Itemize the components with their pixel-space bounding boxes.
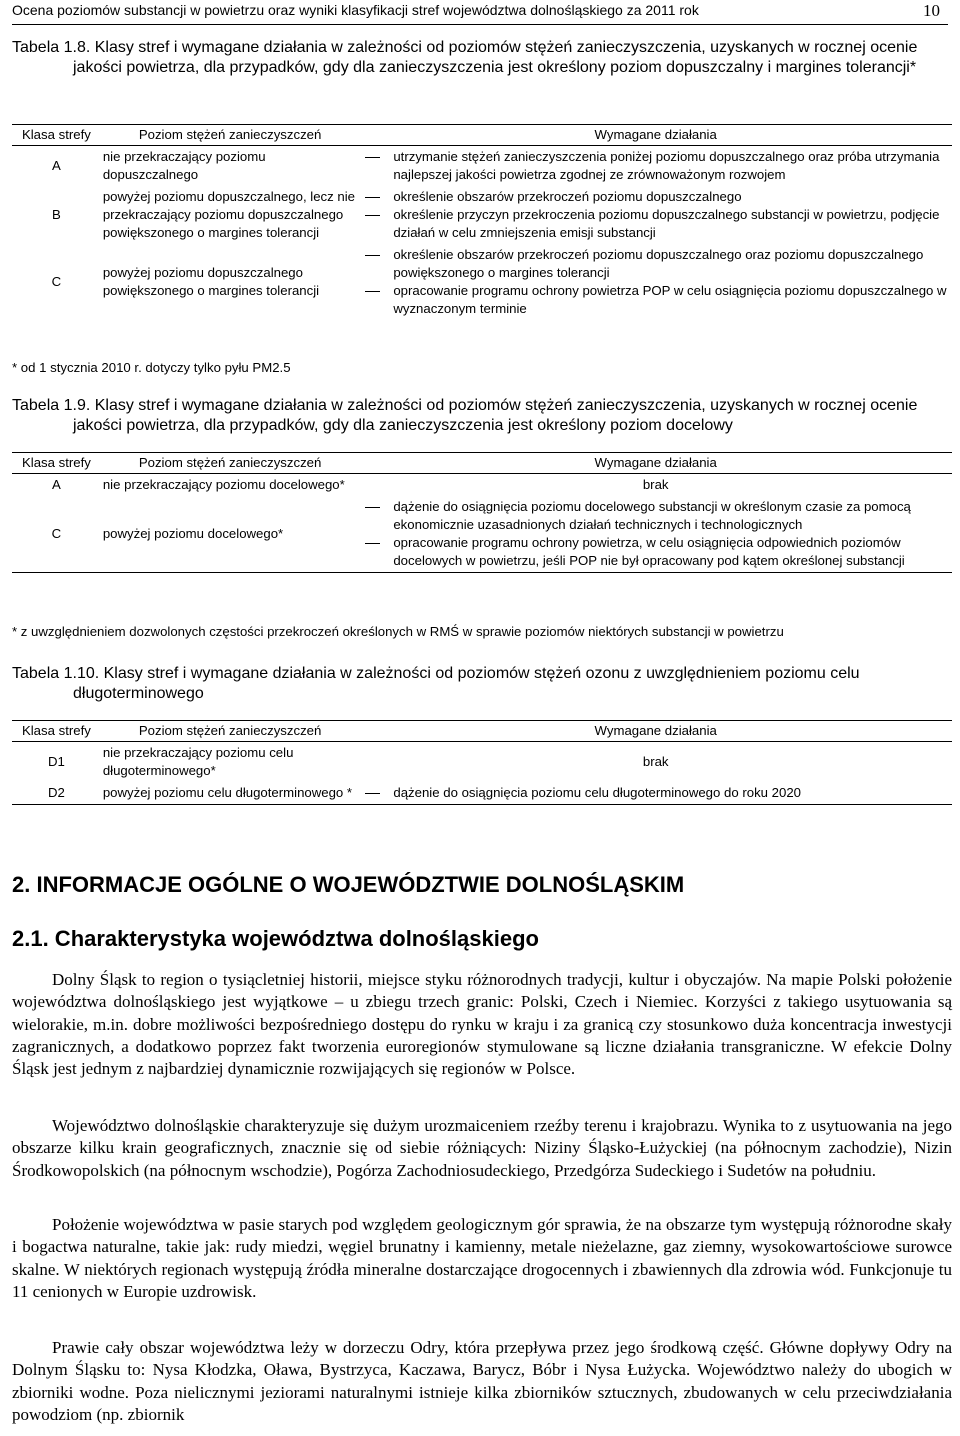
actions-cell xyxy=(359,496,952,573)
col-klasa: Klasa strefy xyxy=(12,125,101,146)
body-paragraph: Prawie cały obszar województwa leży w dorzeczu Odry, która przepływa przez jego środkową część. Główne dopływy Odry na Dolnym Śląsku to: Nysa Kłodzka, Oława, Bystrzyca, Kaczawa, Barycz, Bóbr i Nysa Łużycka. Województwo należy do ubogich w zbiorniki wodne. Poza nielicznymi jeziorami naturalnymi istnieje kilka zbiorników sztucznych, zbudowanych w celu przeciwdziałania powodziom (np. zbiornik xyxy=(12,1338,952,1424)
klasa-cell: A xyxy=(52,158,61,173)
action-item: opracowanie programu ochrony powietrza, w celu osiągnięcia odpowiednich poziomów docelowych w powietrzu, jeśli POP nie był opracowany pod kątem określonej substancji xyxy=(361,534,950,570)
table-row xyxy=(12,782,952,805)
table-row xyxy=(12,496,952,573)
page-number: 10 xyxy=(923,1,940,20)
actions-cell xyxy=(359,782,952,805)
actions-cell xyxy=(359,244,952,320)
table-row xyxy=(12,474,952,497)
poziom-cell: powyżej poziomu dopuszczalnego, lecz nie przekraczający poziomu dopuszczalnego powiększonego o margines tolerancji xyxy=(102,189,356,240)
page-header xyxy=(12,0,948,25)
col-dzialania: Wymagane działania xyxy=(359,453,952,474)
actions-cell: brak xyxy=(642,754,669,769)
action-item: określenie obszarów przekroczeń poziomu dopuszczalnego oraz poziomu dopuszczalnego powiększonego o margines tolerancji xyxy=(361,246,950,282)
col-klasa: Klasa strefy xyxy=(12,721,101,742)
action-item: określenie obszarów przekroczeń poziomu dopuszczalnego xyxy=(361,188,950,206)
klasa-cell: C xyxy=(12,496,101,573)
klasa-cell: C xyxy=(51,274,62,289)
body-paragraph: Położenie województwa w pasie starych pod względem geologicznym gór sprawia, że na obszarze tym występują różnorodne skały i bogactwa naturalne, takie jak: rudy miedzi, węgiel brunatny i kamienny, metale nieżelazne, gaz ziemny, wysokowartościowe surowce skalne. W niektórych regionach występują źródła mineralne dostarczające drogocennych i zbawiennych dla zdrowia wód. Funkcjonuje tu 11 cenionych w Europie uzdrowisk. xyxy=(12,1215,952,1301)
table-1-9-caption: Tabela 1.9. Klasy stref i wymagane działania w zależności od poziomów stężeń zanieczyszczenia, uzyskanych w rocznej ocenie jakości powietrza, dla przypadków, gdy dla zanieczyszczenia jest określony poziom docelowy xyxy=(12,397,918,434)
klasa-cell: D1 xyxy=(47,754,65,769)
col-poziom: Poziom stężeń zanieczyszczeń xyxy=(101,453,360,474)
body-paragraph: Województwo dolnośląskie charakteryzuje się dużym urozmaiceniem rzeźby terenu i krajobrazu. Wynika to z usytuowania na jego obszarze kilku krain geograficznych, znacznie się od siebie różniących: Niziny Śląsko-Łużyckiej (na północnym zachodzie), Nizin Środkowopolskich (na północnym wschodzie), Pogórza Zachodniosudeckiego, Przedgórza Sudeckiego i Sudetów na południu. xyxy=(12,1116,952,1180)
col-dzialania: Wymagane działania xyxy=(359,721,952,742)
table-row xyxy=(12,146,952,187)
body-paragraph: Dolny Śląsk to region o tysiącletniej historii, miejsce styku różnorodnych tradycji, kultur i obyczajów. Na mapie Polski położenie województwa dolnośląskiego jest wyjątkowe – u zbiegu trzech granic: Polski, Czech i Niemiec. Korzyści z takiego usytuowania są wielorakie, m.in. dobre możliwości bezpośredniego dostępu do rynku w kraju i za granicą czy stosunkowo duża koncentracja inwestycji zagranicznych, a dodatkowo poprzez fakt tworzenia euroregionów stymulowane są liczne działania transgraniczne. W efekcie Dolny Śląsk jest jednym z najbardziej dynamicznie rozwijających się regionów w Polsce. xyxy=(12,970,952,1079)
table-row xyxy=(12,742,952,783)
action-item: utrzymanie stężeń zanieczyszczenia poniżej poziomu dopuszczalnego oraz próba utrzymania najlepszej jakości powietrza zgodnej ze zrównoważonym rozwojem xyxy=(361,148,950,184)
col-klasa: Klasa strefy xyxy=(12,453,101,474)
table-1-8-note: * od 1 stycznia 2010 r. dotyczy tylko pyłu PM2.5 xyxy=(12,360,291,375)
action-item: dążenie do osiągnięcia poziomu celu długoterminowego do roku 2020 xyxy=(361,784,950,802)
subsection-heading: 2.1. Charakterystyka województwa dolnośląskiego xyxy=(12,926,539,951)
table-row xyxy=(12,186,952,244)
table-1-8-caption: Tabela 1.8. Klasy stref i wymagane działania w zależności od poziomów stężeń zanieczyszczenia, uzyskanych w rocznej ocenie jakości powietrza, dla przypadków, gdy dla zanieczyszczenia jest określony poziom dopuszczalny i margines tolerancji* xyxy=(12,39,918,76)
action-item: określenie przyczyn przekroczenia poziomu dopuszczalnego substancji w powietrzu, podjęcie działań w celu zmniejszenia emisji substancji xyxy=(361,206,950,242)
action-item: dążenie do osiągnięcia poziomu docelowego substancji w określonym czasie za pomocą ekonomicznie uzasadnionych działań technicznych i technologicznych xyxy=(361,498,950,534)
table-1-9 xyxy=(12,452,952,573)
actions-cell: brak xyxy=(642,477,669,492)
col-poziom: Poziom stężeń zanieczyszczeń xyxy=(101,125,360,146)
header-title: Ocena poziomów substancji w powietrzu oraz wyniki klasyfikacji stref województwa dolnośląskiego za 2011 rok xyxy=(12,2,699,18)
poziom-cell: powyżej poziomu docelowego* xyxy=(101,496,360,573)
table-1-10-caption: Tabela 1.10. Klasy stref i wymagane działania w zależności od poziomów stężeń ozonu z uwzględnieniem poziomu celu długoterminowego xyxy=(12,665,860,702)
col-poziom: Poziom stężeń zanieczyszczeń xyxy=(101,721,360,742)
poziom-cell: nie przekraczający poziomu celu długoterminowego* xyxy=(102,745,294,778)
section-heading: 2. INFORMACJE OGÓLNE O WOJEWÓDZTWIE DOLNOŚLĄSKIM xyxy=(12,872,685,897)
action-item: opracowanie programu ochrony powietrza POP w celu osiągnięcia poziomu dopuszczalnego w wyznaczonym terminie xyxy=(361,282,950,318)
table-1-10 xyxy=(12,720,952,805)
poziom-cell: nie przekraczający poziomu docelowego* xyxy=(102,477,345,492)
actions-cell xyxy=(359,186,952,244)
poziom-cell: nie przekraczający poziomu dopuszczalnego xyxy=(102,149,266,182)
klasa-cell: B xyxy=(52,207,61,222)
table-1-9-note: * z uwzględnieniem dozwolonych częstości przekroczeń określonych w RMŚ w sprawie poziomów niektórych substancji w powietrzu xyxy=(12,624,784,639)
klasa-cell: A xyxy=(52,477,61,492)
col-dzialania: Wymagane działania xyxy=(359,125,952,146)
klasa-cell: D2 xyxy=(12,782,101,805)
poziom-cell: powyżej poziomu dopuszczalnego powiększonego o margines tolerancji xyxy=(102,265,320,298)
table-1-8 xyxy=(12,124,952,320)
poziom-cell: powyżej poziomu celu długoterminowego * xyxy=(101,782,360,805)
actions-cell xyxy=(359,146,952,187)
table-row xyxy=(12,244,952,320)
